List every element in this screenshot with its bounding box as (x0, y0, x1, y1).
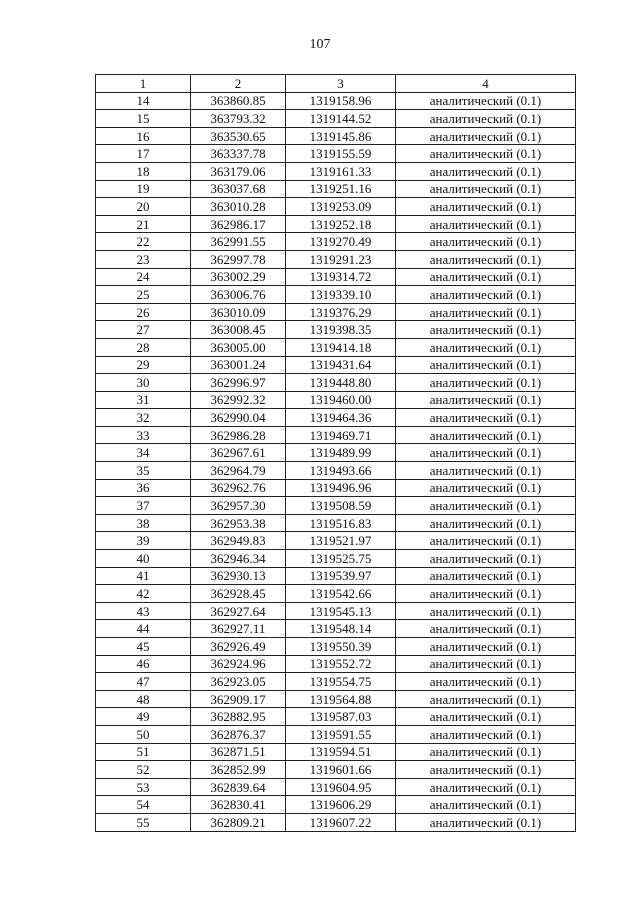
cell-point-number: 50 (96, 725, 191, 743)
cell-x: 362882.95 (191, 708, 286, 726)
cell-point-number: 36 (96, 479, 191, 497)
cell-x: 362997.78 (191, 250, 286, 268)
cell-method: аналитический (0.1) (396, 338, 576, 356)
cell-point-number: 16 (96, 127, 191, 145)
table-row (96, 778, 576, 796)
table-row (96, 655, 576, 673)
table-row (96, 462, 576, 480)
cell-point-number: 32 (96, 409, 191, 427)
cell-method: аналитический (0.1) (396, 708, 576, 726)
cell-method: аналитический (0.1) (396, 233, 576, 251)
table-row (96, 127, 576, 145)
cell-method: аналитический (0.1) (396, 127, 576, 145)
table-row (96, 550, 576, 568)
cell-x: 362923.05 (191, 673, 286, 691)
cell-y: 1319270.49 (286, 233, 396, 251)
cell-x: 362953.38 (191, 514, 286, 532)
cell-method: аналитический (0.1) (396, 303, 576, 321)
cell-method: аналитический (0.1) (396, 761, 576, 779)
cell-y: 1319448.80 (286, 374, 396, 392)
cell-y: 1319587.03 (286, 708, 396, 726)
cell-y: 1319489.99 (286, 444, 396, 462)
cell-method: аналитический (0.1) (396, 409, 576, 427)
cell-point-number: 15 (96, 110, 191, 128)
table-row (96, 250, 576, 268)
cell-method: аналитический (0.1) (396, 356, 576, 374)
cell-method: аналитический (0.1) (396, 743, 576, 761)
table-row (96, 532, 576, 550)
cell-y: 1319144.52 (286, 110, 396, 128)
cell-method: аналитический (0.1) (396, 778, 576, 796)
table-row (96, 426, 576, 444)
cell-y: 1319339.10 (286, 286, 396, 304)
cell-point-number: 51 (96, 743, 191, 761)
cell-point-number: 29 (96, 356, 191, 374)
cell-point-number: 47 (96, 673, 191, 691)
cell-point-number: 55 (96, 813, 191, 831)
cell-x: 362996.97 (191, 374, 286, 392)
table-row (96, 690, 576, 708)
table-body (96, 92, 576, 831)
cell-point-number: 25 (96, 286, 191, 304)
cell-point-number: 43 (96, 602, 191, 620)
cell-y: 1319550.39 (286, 638, 396, 656)
table-row (96, 638, 576, 656)
cell-method: аналитический (0.1) (396, 638, 576, 656)
table-row (96, 620, 576, 638)
table-row (96, 356, 576, 374)
cell-method: аналитический (0.1) (396, 286, 576, 304)
cell-x: 362852.99 (191, 761, 286, 779)
cell-y: 1319591.55 (286, 725, 396, 743)
page-number: 107 (309, 37, 331, 52)
cell-point-number: 49 (96, 708, 191, 726)
cell-point-number: 14 (96, 92, 191, 110)
cell-x: 363001.24 (191, 356, 286, 374)
cell-point-number: 22 (96, 233, 191, 251)
cell-point-number: 48 (96, 690, 191, 708)
cell-y: 1319552.72 (286, 655, 396, 673)
cell-x: 362928.45 (191, 585, 286, 603)
cell-point-number: 42 (96, 585, 191, 603)
cell-method: аналитический (0.1) (396, 268, 576, 286)
header-cell-y: 3 (286, 75, 396, 93)
cell-point-number: 52 (96, 761, 191, 779)
cell-point-number: 17 (96, 145, 191, 163)
cell-y: 1319469.71 (286, 426, 396, 444)
cell-y: 1319508.59 (286, 497, 396, 515)
cell-y: 1319516.83 (286, 514, 396, 532)
cell-x: 363037.68 (191, 180, 286, 198)
cell-y: 1319606.29 (286, 796, 396, 814)
cell-y: 1319521.97 (286, 532, 396, 550)
cell-point-number: 37 (96, 497, 191, 515)
cell-x: 362926.49 (191, 638, 286, 656)
cell-method: аналитический (0.1) (396, 602, 576, 620)
header-row (96, 75, 576, 93)
cell-y: 1319601.66 (286, 761, 396, 779)
cell-x: 362990.04 (191, 409, 286, 427)
cell-y: 1319545.13 (286, 602, 396, 620)
cell-point-number: 27 (96, 321, 191, 339)
table-row (96, 268, 576, 286)
cell-y: 1319253.09 (286, 198, 396, 216)
cell-y: 1319564.88 (286, 690, 396, 708)
cell-point-number: 39 (96, 532, 191, 550)
cell-point-number: 54 (96, 796, 191, 814)
cell-method: аналитический (0.1) (396, 690, 576, 708)
cell-y: 1319525.75 (286, 550, 396, 568)
cell-y: 1319291.23 (286, 250, 396, 268)
table-row (96, 796, 576, 814)
cell-y: 1319145.86 (286, 127, 396, 145)
cell-method: аналитический (0.1) (396, 550, 576, 568)
table-row (96, 567, 576, 585)
table-row (96, 761, 576, 779)
cell-x: 362876.37 (191, 725, 286, 743)
cell-point-number: 53 (96, 778, 191, 796)
cell-point-number: 31 (96, 391, 191, 409)
table-row (96, 303, 576, 321)
cell-method: аналитический (0.1) (396, 532, 576, 550)
cell-method: аналитический (0.1) (396, 110, 576, 128)
cell-method: аналитический (0.1) (396, 162, 576, 180)
cell-x: 362949.83 (191, 532, 286, 550)
cell-y: 1319251.16 (286, 180, 396, 198)
table-row (96, 233, 576, 251)
cell-point-number: 35 (96, 462, 191, 480)
cell-y: 1319314.72 (286, 268, 396, 286)
cell-point-number: 19 (96, 180, 191, 198)
cell-method: аналитический (0.1) (396, 321, 576, 339)
cell-method: аналитический (0.1) (396, 198, 576, 216)
table-row (96, 198, 576, 216)
table-row (96, 215, 576, 233)
cell-x: 363337.78 (191, 145, 286, 163)
coordinates-table (95, 74, 576, 832)
cell-method: аналитический (0.1) (396, 479, 576, 497)
cell-y: 1319554.75 (286, 673, 396, 691)
cell-method: аналитический (0.1) (396, 180, 576, 198)
cell-x: 362839.64 (191, 778, 286, 796)
cell-x: 362927.64 (191, 602, 286, 620)
table-row (96, 286, 576, 304)
cell-point-number: 44 (96, 620, 191, 638)
cell-point-number: 41 (96, 567, 191, 585)
cell-method: аналитический (0.1) (396, 462, 576, 480)
cell-y: 1319607.22 (286, 813, 396, 831)
cell-x: 363006.76 (191, 286, 286, 304)
cell-y: 1319594.51 (286, 743, 396, 761)
cell-y: 1319460.00 (286, 391, 396, 409)
cell-point-number: 20 (96, 198, 191, 216)
cell-point-number: 30 (96, 374, 191, 392)
cell-x: 362924.96 (191, 655, 286, 673)
cell-y: 1319539.97 (286, 567, 396, 585)
cell-x: 362992.32 (191, 391, 286, 409)
cell-method: аналитический (0.1) (396, 497, 576, 515)
cell-method: аналитический (0.1) (396, 620, 576, 638)
table-row (96, 162, 576, 180)
cell-x: 362871.51 (191, 743, 286, 761)
cell-y: 1319252.18 (286, 215, 396, 233)
cell-point-number: 40 (96, 550, 191, 568)
cell-y: 1319604.95 (286, 778, 396, 796)
header-cell-point-number: 1 (96, 75, 191, 93)
table-row (96, 338, 576, 356)
cell-x: 362986.17 (191, 215, 286, 233)
cell-y: 1319548.14 (286, 620, 396, 638)
table-row (96, 92, 576, 110)
cell-x: 363179.06 (191, 162, 286, 180)
cell-x: 362830.41 (191, 796, 286, 814)
cell-method: аналитический (0.1) (396, 391, 576, 409)
cell-x: 363008.45 (191, 321, 286, 339)
cell-point-number: 28 (96, 338, 191, 356)
header-cell-x: 2 (191, 75, 286, 93)
cell-x: 362809.21 (191, 813, 286, 831)
cell-point-number: 18 (96, 162, 191, 180)
cell-point-number: 38 (96, 514, 191, 532)
cell-x: 362946.34 (191, 550, 286, 568)
table-row (96, 110, 576, 128)
cell-point-number: 23 (96, 250, 191, 268)
cell-y: 1319376.29 (286, 303, 396, 321)
cell-point-number: 45 (96, 638, 191, 656)
cell-method: аналитический (0.1) (396, 250, 576, 268)
table-row (96, 743, 576, 761)
table-row (96, 725, 576, 743)
cell-method: аналитический (0.1) (396, 92, 576, 110)
table-row (96, 374, 576, 392)
cell-y: 1319542.66 (286, 585, 396, 603)
cell-x: 362964.79 (191, 462, 286, 480)
cell-x: 362962.76 (191, 479, 286, 497)
cell-y: 1319161.33 (286, 162, 396, 180)
header-cell-method: 4 (396, 75, 576, 93)
cell-method: аналитический (0.1) (396, 673, 576, 691)
table-row (96, 391, 576, 409)
cell-method: аналитический (0.1) (396, 444, 576, 462)
cell-method: аналитический (0.1) (396, 567, 576, 585)
cell-x: 362927.11 (191, 620, 286, 638)
cell-x: 363010.09 (191, 303, 286, 321)
cell-x: 362957.30 (191, 497, 286, 515)
cell-point-number: 26 (96, 303, 191, 321)
table-row (96, 585, 576, 603)
table-row (96, 321, 576, 339)
cell-method: аналитический (0.1) (396, 374, 576, 392)
cell-y: 1319158.96 (286, 92, 396, 110)
table-row (96, 180, 576, 198)
cell-method: аналитический (0.1) (396, 514, 576, 532)
cell-x: 362909.17 (191, 690, 286, 708)
cell-x: 362930.13 (191, 567, 286, 585)
table-row (96, 602, 576, 620)
cell-x: 362986.28 (191, 426, 286, 444)
cell-x: 362967.61 (191, 444, 286, 462)
cell-y: 1319155.59 (286, 145, 396, 163)
table-row (96, 673, 576, 691)
cell-point-number: 33 (96, 426, 191, 444)
cell-method: аналитический (0.1) (396, 145, 576, 163)
cell-method: аналитический (0.1) (396, 725, 576, 743)
cell-method: аналитический (0.1) (396, 426, 576, 444)
table-row (96, 708, 576, 726)
cell-method: аналитический (0.1) (396, 585, 576, 603)
cell-point-number: 21 (96, 215, 191, 233)
table-row (96, 514, 576, 532)
cell-x: 363010.28 (191, 198, 286, 216)
cell-y: 1319496.96 (286, 479, 396, 497)
cell-y: 1319398.35 (286, 321, 396, 339)
cell-point-number: 46 (96, 655, 191, 673)
cell-point-number: 34 (96, 444, 191, 462)
cell-y: 1319414.18 (286, 338, 396, 356)
cell-y: 1319464.36 (286, 409, 396, 427)
cell-x: 363793.32 (191, 110, 286, 128)
table-row (96, 145, 576, 163)
cell-point-number: 24 (96, 268, 191, 286)
cell-x: 363002.29 (191, 268, 286, 286)
table-row (96, 409, 576, 427)
table-row (96, 444, 576, 462)
cell-y: 1319431.64 (286, 356, 396, 374)
cell-x: 363005.00 (191, 338, 286, 356)
cell-x: 362991.55 (191, 233, 286, 251)
cell-method: аналитический (0.1) (396, 655, 576, 673)
table-row (96, 497, 576, 515)
cell-method: аналитический (0.1) (396, 796, 576, 814)
cell-method: аналитический (0.1) (396, 215, 576, 233)
cell-x: 363530.65 (191, 127, 286, 145)
table-row (96, 813, 576, 831)
table-row (96, 479, 576, 497)
cell-method: аналитический (0.1) (396, 813, 576, 831)
cell-y: 1319493.66 (286, 462, 396, 480)
cell-x: 363860.85 (191, 92, 286, 110)
